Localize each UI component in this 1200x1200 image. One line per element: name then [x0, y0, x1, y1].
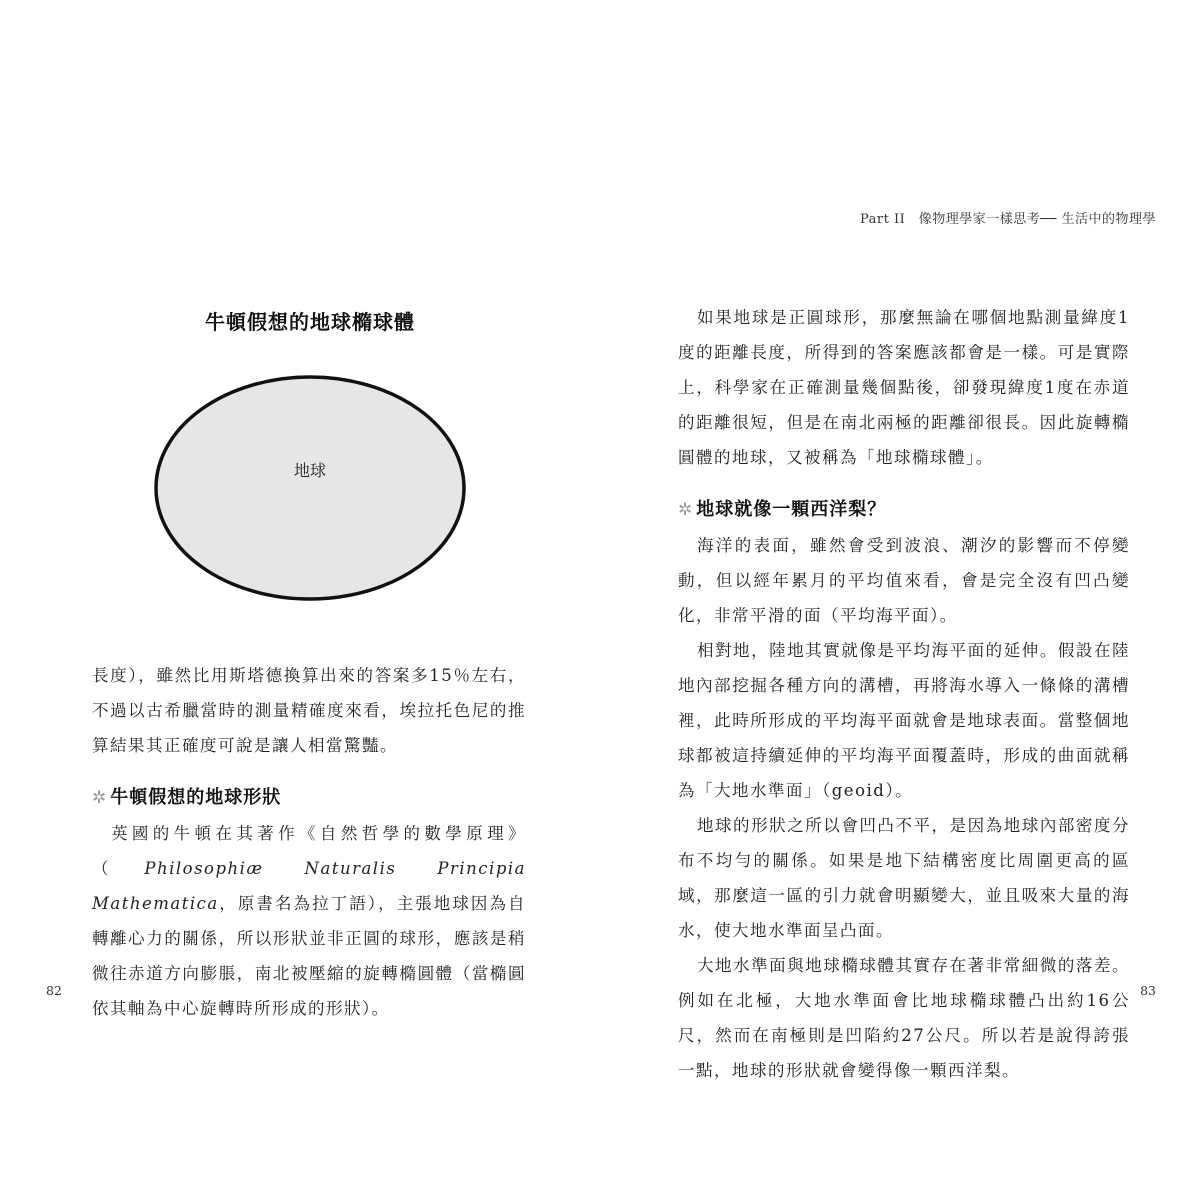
section-heading-newton	[92, 780, 526, 816]
figure-title: 牛頓假想的地球橢球體	[205, 310, 415, 334]
ellipsoid-paragraph: 如果地球是正圓球形，那麼無論在哪個地點測量緯度1度的距離長度，所得到的答案應該都會是一樣。可是實際上，科學家在正確測量幾個點後，卻發現緯度1度在赤道的距離很短，但是在南北兩極的距離卻很長。因此旋轉橢圓體的地球，又被稱為「地球橢球體」。	[678, 308, 1130, 467]
section-heading-text: 牛頓假想的地球形狀	[110, 787, 282, 808]
newton-paragraph-part2: ，原書名為拉丁語），主張地球因為自轉離心力的關係，所以形狀並非正圓的球形，應該是稍微往赤道方向膨脹，南北被壓縮的旋轉橢圓體（當橢圓依其軸為中心旋轉時所形成的形狀）。	[92, 894, 526, 1018]
left-body-text	[92, 658, 526, 1026]
right-body-text	[678, 300, 1130, 1088]
page-number: 83	[1140, 983, 1156, 998]
section-heading-text: 地球就像一顆西洋梨？	[696, 499, 887, 520]
section-heading-pear	[678, 492, 1130, 528]
gear-icon: ✲	[678, 500, 694, 520]
sea-surface-paragraph: 海洋的表面，雖然會受到波浪、潮汐的影響而不停變動，但以經年累月的平均值來看，會是完全沒有凹凸變化，非常平滑的面（平均海平面）。	[678, 536, 1130, 625]
newton-paragraph	[92, 816, 526, 1026]
earth-ellipsoid-diagram	[150, 372, 470, 604]
gear-icon: ✲	[92, 788, 108, 808]
principia-latin-title: Philosophiæ Naturalis Principia Mathematica	[92, 859, 527, 913]
ellipse-label: 地球	[293, 461, 327, 480]
density-paragraph: 地球的形狀之所以會凹凸不平，是因為地球內部密度分布不均勻的關係。如果是地下結構密度比周圍更高的區域，那麼這一區的引力就會明顯變大，並且吸來大量的海水，使大地水準面呈凸面。	[678, 816, 1130, 940]
land-geoid-paragraph: 相對地，陸地其實就像是平均海平面的延伸。假設在陸地內部挖掘各種方向的溝槽，再將海水導入一條條的溝槽裡，此時所形成的平均海平面就會是地球表面。當整個地球都被這持續延伸的平均海平面覆蓋時，形成的曲面就稱為「大地水準面」（geoid）。	[678, 641, 1130, 800]
right-page	[600, 0, 1200, 1200]
pear-shape-paragraph: 大地水準面與地球橢球體其實存在著非常細微的落差。例如在北極，大地水準面會比地球橢球體凸出約16公尺，然而在南極則是凹陷約27公尺。所以若是說得誇張一點，地球的形狀就會變得像一顆西洋梨。	[678, 956, 1130, 1080]
newton-paragraph-part1: 英國的牛頓在其著作《自然哲學的數學原理》（	[92, 824, 526, 878]
earth-ellipse	[156, 377, 464, 599]
page-number: 82	[46, 983, 62, 998]
running-header: Part II 像物理學家一樣思考── 生活中的物理學	[859, 212, 1156, 227]
continuation-paragraph: 長度），雖然比用斯塔德換算出來的答案多15％左右，不過以古希臘當時的測量精確度來看，埃拉托色尼的推算結果其正確度可說是讓人相當驚豔。	[92, 666, 526, 755]
